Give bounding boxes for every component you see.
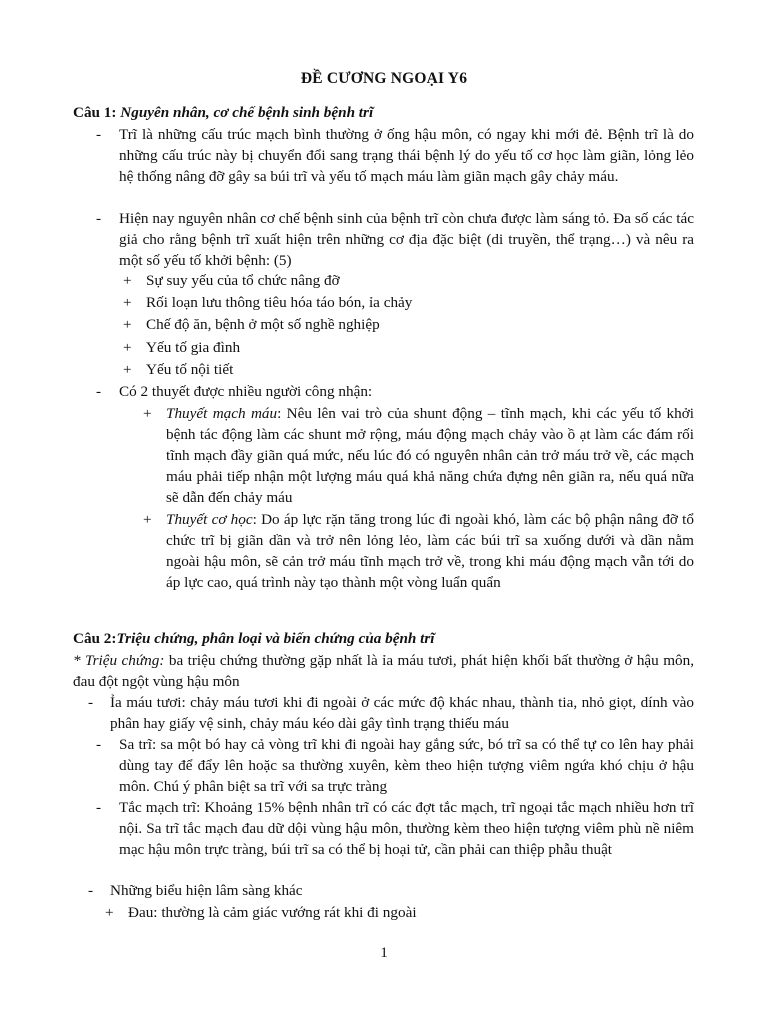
factor-item: Sự suy yếu của tổ chức nâng đỡ xyxy=(146,272,340,289)
q1-paragraph-1: Trĩ là những cấu trúc mạch bình thường ở ống hậu môn, có ngay khi mới đẻ. Bệnh trĩ là do những cấu trúc này bị chuyển đổi sang trạng thái bệnh lý do yếu tố cơ học làm giãn, lỏng lẻo hệ thống nâng đỡ gây sa búi trĩ và yếu tố mạch máu làm giãn mạch gây chảy máu. xyxy=(119,126,694,185)
factor-item: Chế độ ăn, bệnh ở một số nghề nghiệp xyxy=(146,316,380,333)
symptoms-text: ba triệu chứng thường gặp nhất là ỉa máu tươi, phát hiện khối bất thường ở hậu môn, đau đột ngột vùng hậu môn xyxy=(73,652,694,690)
theory-mechanical-text: : Do áp lực rặn tăng trong lúc đi ngoài khó, làm các bộ phận nâng đỡ tổ chức trĩ bị giãn dần và trở nên lỏng lẻo, làm các búi trĩ sa xuống dưới và dần nằm ngoài hậu môn, sẽ cản trở máu tĩnh mạch trở về, trong khi máu động mạch vẫn tới do áp lực cao, quá trình này tạo thành một vòng luẩn quẩn xyxy=(166,511,694,591)
q1-paragraph-2: Hiện nay nguyên nhân cơ chế bệnh sinh của bệnh trĩ còn chưa được làm sáng tỏ. Đa số các tác giả cho rằng bệnh trĩ xuất hiện trên những cơ địa đặc biệt (di truyền, thể trạng…) và nêu ra một số yếu tố khởi bệnh: (5) xyxy=(119,210,694,269)
plus-marker: + xyxy=(123,294,132,311)
factor-item: Rối loạn lưu thông tiêu hóa táo bón, ỉa chảy xyxy=(146,294,413,311)
plus-marker: + xyxy=(123,272,132,289)
dash-marker: - xyxy=(96,383,102,400)
theory-mechanical xyxy=(166,509,694,593)
symptoms-intro xyxy=(73,650,694,692)
question-2-title: Triệu chứng, phân loại và biến chứng của bệnh trĩ xyxy=(116,630,435,647)
plus-marker: + xyxy=(123,316,132,333)
dash-marker: - xyxy=(88,694,94,711)
dash-marker: - xyxy=(96,210,102,227)
question-1-label: Câu 1: xyxy=(73,104,117,121)
plus-marker: + xyxy=(105,904,114,921)
symptoms-label: * Triệu chứng: xyxy=(73,652,165,669)
dash-marker: - xyxy=(96,799,102,816)
symptom-thrombosis: Tắc mạch trĩ: Khoảng 15% bệnh nhân trĩ có các đợt tắc mạch, trĩ ngoại tắc mạch nhiều hơn trĩ nội. Sa trĩ tắc mạch đau dữ dội vùng hậu môn, thường kèm theo hiện tượng viêm phù nề niêm mạc hậu môn trực tràng, búi trĩ sa có thể bị hoại tử, cần phải can thiệp phẫu thuật xyxy=(119,799,694,858)
symptom-bleeding: Ỉa máu tươi: chảy máu tươi khi đi ngoài ở các mức độ khác nhau, thành tia, nhỏ giọt, dính vào phân hay giấy vệ sinh, chảy máu kéo dài gây tình trạng thiếu máu xyxy=(110,694,694,732)
factor-item: Yếu tố gia đình xyxy=(146,339,241,356)
question-1-title: Nguyên nhân, cơ chế bệnh sinh bệnh trĩ xyxy=(120,104,374,121)
document-title: ĐỀ CƯƠNG NGOẠI Y6 xyxy=(300,70,468,87)
question-2-heading xyxy=(73,628,694,649)
q1-paragraph-3: Có 2 thuyết được nhiều người công nhận: xyxy=(119,383,373,400)
factor-item: Yếu tố nội tiết xyxy=(146,361,234,378)
other-symptoms: Những biểu hiện lâm sàng khác xyxy=(110,882,303,899)
page-number: 1 xyxy=(380,944,388,961)
dash-marker: - xyxy=(96,126,102,143)
plus-marker: + xyxy=(143,511,152,528)
plus-marker: + xyxy=(123,339,132,356)
theory-vascular xyxy=(166,403,694,508)
symptom-prolapse: Sa trĩ: sa một bó hay cả vòng trĩ khi đi ngoài hay gắng sức, bó trĩ sa có thể tự co lên hay phải dùng tay để đẩy lên hoặc sa thường xuyên, kèm theo hiện tượng viêm ngứa khó chịu ở hậu môn. Chú ý phân biệt sa trĩ với sa trực tràng xyxy=(119,736,694,795)
dash-marker: - xyxy=(88,882,94,899)
plus-marker: + xyxy=(123,361,132,378)
question-2-label: Câu 2: xyxy=(73,630,117,647)
plus-marker: + xyxy=(143,405,152,422)
theory-vascular-text: : Nêu lên vai trò của shunt động – tĩnh mạch, khi các yếu tố khởi bệnh tác động làm các shunt mở rộng, máu động mạch chảy vào ồ ạt làm các đám rối tĩnh mạch đầy giãn quá mức, nếu lúc đó có nguyên nhân cản trở máu trở về, các mạch máu phải tiếp nhận một lượng máu quá khả năng chứa đựng nên giãn ra, nếu quá nữa sẽ dẫn đến chảy máu xyxy=(166,405,694,506)
question-1-heading xyxy=(73,102,694,123)
dash-marker: - xyxy=(96,736,102,753)
symptom-pain: Đau: thường là cảm giác vướng rát khi đi ngoài xyxy=(128,904,417,921)
theory-vascular-name: Thuyết mạch máu xyxy=(166,405,278,422)
theory-mechanical-name: Thuyết cơ học xyxy=(166,511,253,528)
